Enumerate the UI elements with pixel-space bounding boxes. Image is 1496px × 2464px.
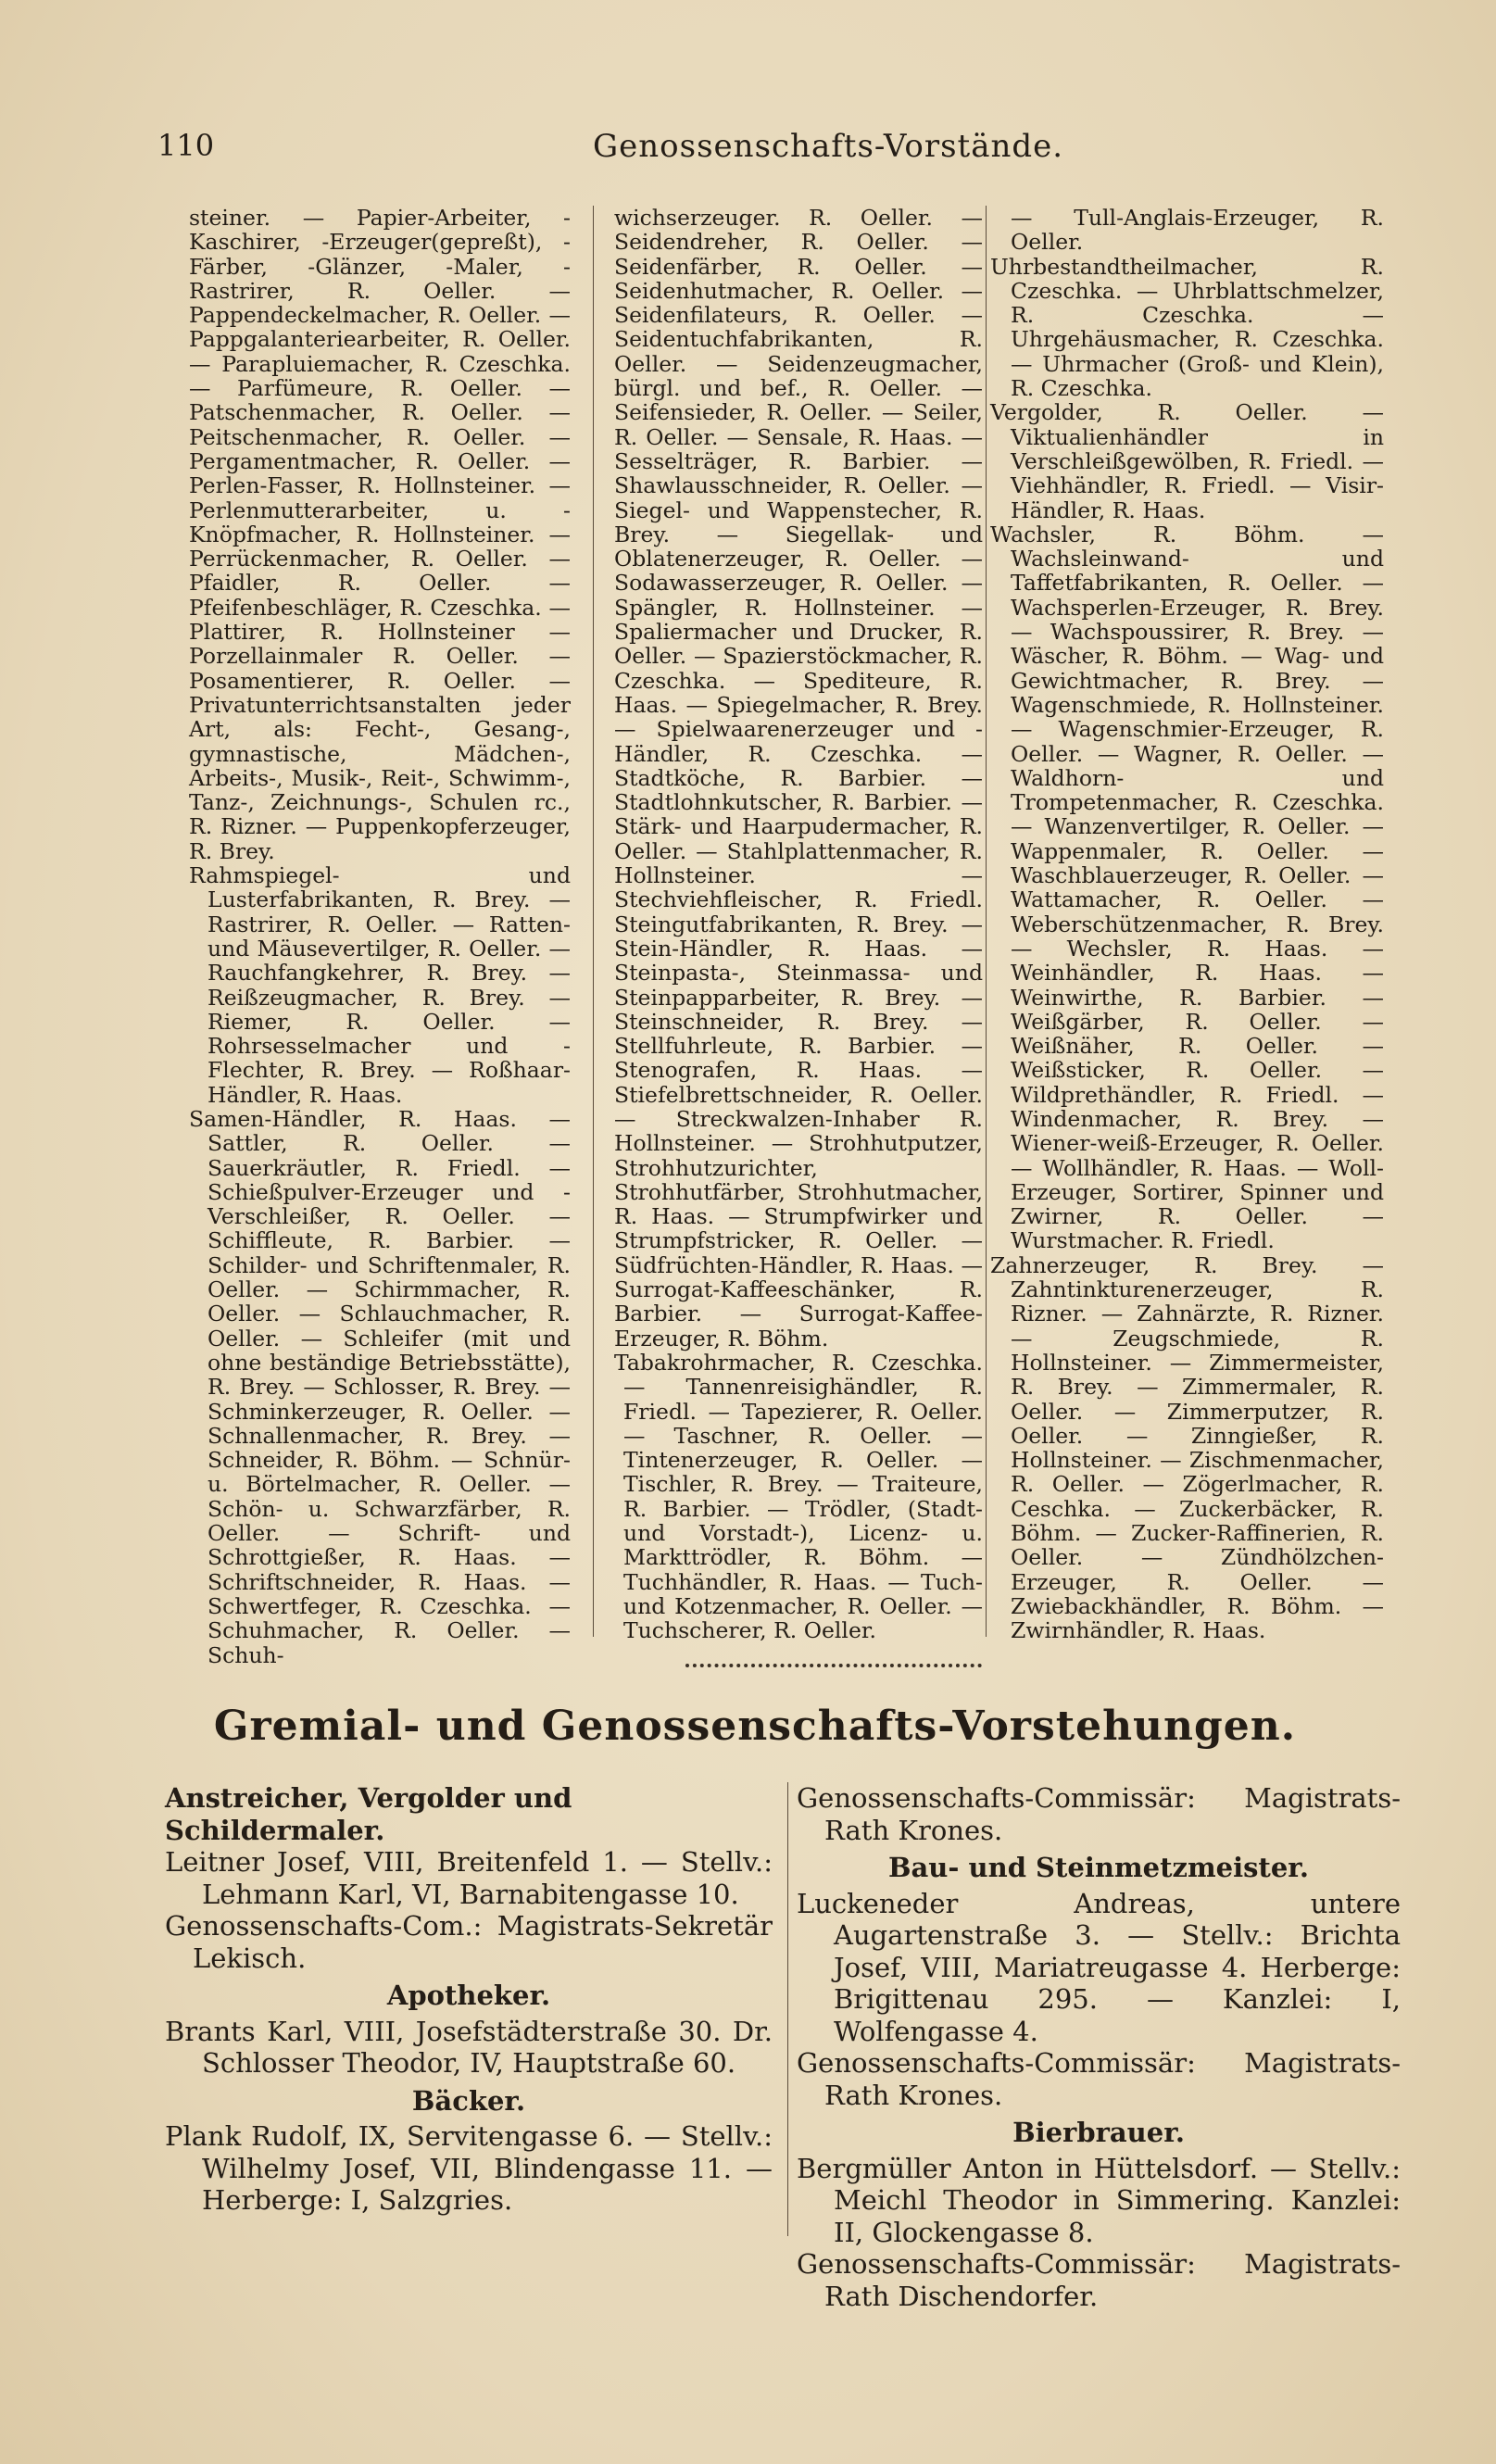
column-rule [593,206,594,1637]
column-paragraph: Tabakrohrmacher, R. Czeschka. — Tannenreisighändler, R. Friedl. — Tapezierer, R. Oeller. — Taschner, R. Oeller. — Tintenerzeuger, R. Oeller. — Tischler, R. Brey. — Traiteure, R. Barbier. — Trödler, (Stadt- und Vorstadt-), Licenz- u. Markttrödler, R. Böhm. — Tuchhändler, R. Haas. — Tuch- und Kotzenmacher, R. Oeller. — Tuchscherer, R. Oeller. [614,1349,983,1644]
lower-column-left [165,1782,773,2217]
group-commissioner: Genossenschafts-Commissär: Magistrats-Rath Krones. [797,2047,1401,2111]
text-column-1 [189,206,571,1667]
group-commissioner: Genossenschafts-Commissär: Magistrats-Rath Krones. [797,1782,1401,1846]
group-commissioner: Genossenschafts-Com.: Magistrats-Sekretär Lekisch. [165,1910,773,1974]
group-entry: Brants Karl, VIII, Josefstädterstraße 30. Dr. Schlosser Theodor, IV, Hauptstraße 60. [165,2015,773,2079]
page-number: 110 [157,128,215,163]
group-entry: Leitner Josef, VIII, Breitenfeld 1. — Stellv.: Lehmann Karl, VI, Barnabitengasse 10. [165,1846,773,1910]
group-commissioner: Genossenschafts-Commissär: Magistrats-Rath Dischendorfer. [797,2248,1401,2312]
page-header [157,128,1352,174]
section-heading: Gremial- und Genossenschafts-Vorstehungen. [213,1703,1297,1750]
group-entry: Luckeneder Andreas, untere Augartenstraße 3. — Stellv.: Brichta Josef, VIII, Mariatreugasse 4. Herberge: Brigittenau 295. — Kanzlei: I, Wolfengasse 4. [797,1887,1401,2047]
column-paragraph: — Tull-Anglais-Erzeuger, R. Oeller. [1011,205,1384,256]
group-entry: Plank Rudolf, IX, Servitengasse 6. — Stellv.: Wilhelmy Josef, VII, Blindengasse 11. — Herberge: I, Salzgries. [165,2120,773,2216]
text-column-2 [614,206,983,1643]
column-paragraph: Rahmspiegel- und Lusterfabrikanten, R. Brey. — Rastrirer, R. Oeller. — Ratten- und Mäusevertilger, R. Oeller. — Rauchfangkehrer, R. Brey. — Reißzeugmacher, R. Brey. — Riemer, R. Oeller. — Rohrsesselmacher und -Flechter, R. Brey. — Roßhaar-Händler, R. Haas. [189,862,571,1108]
group-title: Bierbrauer. [1012,2117,1185,2148]
column-paragraph: steiner. — Papier-Arbeiter, -Kaschirer, -Erzeuger(gepreßt), -Färber, -Glänzer, -Maler, -Rastrirer, R. Oeller. — Pappendeckelmacher, R. Oeller. — Pappgalanteriearbeiter, R. Oeller. — Parapluiemacher, R. Czeschka. — Parfümeure, R. Oeller. — Patschenmacher, R. Oeller. — Peitschenmacher, R. Oeller. — Pergamentmacher, R. Oeller. — Perlen-Fasser, R. Hollnsteiner. — Perlenmutterarbeiter, u. -Knöpfmacher, R. Hollnsteiner. — Perrückenmacher, R. Oeller. — Pfaidler, R. Oeller. — Pfeifenbeschläger, R. Czeschka. — Plattirer, R. Hollnsteiner — Porzellainmaler R. Oeller. — Posamentierer, R. Oeller. — Privatunterrichtsanstalten jeder Art, als: Fecht-, Gesang-, gymnastische, Mädchen-, Arbeits-, Musik-, Reit-, Schwimm-, Tanz-, Zeichnungs-, Schulen rc., R. Rizner. — Puppenkopferzeuger, R. Brey. [189,205,571,864]
group-title: Bäcker. [411,2084,526,2117]
section-divider [685,1664,982,1667]
group-title: Anstreicher, Vergolder und Schildermaler. [165,1782,572,1846]
column-paragraph: Uhrbestandtheilmacher, R. Czeschka. — Uhrblattschmelzer, R. Czeschka. — Uhrgehäusmacher, R. Czeschka. — Uhrmacher (Groß- und Klein), R. Czeschka. [990,253,1384,402]
column-rule [986,206,987,1637]
lower-column-right [797,1782,1401,2312]
group-title: Apotheker. [386,1980,551,2011]
column-paragraph: Samen-Händler, R. Haas. — Sattler, R. Oeller. — Sauerkräutler, R. Friedl. — Schießpulver-Erzeuger und -Verschleißer, R. Oeller. — Schiffleute, R. Barbier. — Schilder- und Schriftenmaler, R. Oeller. — Schirmmacher, R. Oeller. — Schlauchmacher, R. Oeller. — Schleifer (mit und ohne beständige Betriebsstätte), R. Brey. — Schlosser, R. Brey. — Schminkerzeuger, R. Oeller. — Schnallenmacher, R. Brey. — Schneider, R. Böhm. — Schnür- u. Börtelmacher, R. Oeller. — Schön- u. Schwarzfärber, R. Oeller. — Schrift- und Schrottgießer, R. Haas. — Schriftschneider, R. Haas. — Schwertfeger, R. Czeschka. — Schuhmacher, R. Oeller. — Schuh- [189,1105,571,1668]
text-column-3 [990,206,1384,1643]
column-paragraph: wichserzeuger. R. Oeller. — Seidendreher, R. Oeller. — Seidenfärber, R. Oeller. — Seidenhutmacher, R. Oeller. — Seidenfilateurs, R. Oeller. — Seidentuchfabrikanten, R. Oeller. — Seidenzeugmacher, bürgl. und bef., R. Oeller. — Seifensieder, R. Oeller. — Seiler, R. Oeller. — Sensale, R. Haas. — Sesselträger, R. Barbier. — Shawlausschneider, R. Oeller. — Siegel- und Wappenstecher, R. Brey. — Siegellak- und Oblatenerzeuger, R. Oeller. — Sodawasserzeuger, R. Oeller. — Spängler, R. Hollnsteiner. — Spaliermacher und Drucker, R. Oeller. — Spazierstöckmacher, R. Czeschka. — Spediteure, R. Haas. — Spiegelmacher, R. Brey. — Spielwaarenerzeuger und -Händler, R. Czeschka. — Stadtköche, R. Barbier. — Stadtlohnkutscher, R. Barbier. — Stärk- und Haarpudermacher, R. Oeller. — Stahlplattenmacher, R. Hollnsteiner. — Stechviehfleischer, R. Friedl. Steingutfabrikanten, R. Brey. — Stein-Händler, R. Haas. — Steinpasta-, Steinmassa- und Steinpapparbeiter, R. Brey. — Steinschneider, R. Brey. — Stellfuhrleute, R. Barbier. — Stenografen, R. Haas. — Stiefelbrettschneider, R. Oeller. — Streckwalzen-Inhaber R. Hollnsteiner. — Strohhutputzer, Strohhutzurichter, Strohhutfärber, Strohhutmacher, R. Haas. — Strumpfwirker und Strumpfstricker, R. Oeller. — Südfrüchten-Händler, R. Haas. — Surrogat-Kaffeeschänker, R. Barbier. — Surrogat-Kaffee-Erzeuger, R. Böhm. [614,205,983,1351]
column-rule [787,1782,788,2236]
group-title: Bau- und Steinmetzmeister. [888,1852,1309,1883]
column-paragraph: Zahnerzeuger, R. Brey. — Zahntinkturenerzeuger, R. Rizner. — Zahnärzte, R. Rizner. — Zeugschmiede, R. Hollnsteiner. — Zimmermeister, R. Brey. — Zimmermaler, R. Oeller. — Zimmerputzer, R. Oeller. — Zinngießer, R. Hollnsteiner. — Zischmenmacher, R. Oeller. — Zögerlmacher, R. Ceschka. — Zuckerbäcker, R. Böhm. — Zucker-Raffinerien, R. Oeller. — Zündhölzchen-Erzeuger, R. Oeller. — Zwiebackhändler, R. Böhm. — Zwirnhändler, R. Haas. [990,1251,1384,1644]
column-paragraph: Vergolder, R. Oeller. — Viktualienhändler in Verschleißgewölben, R. Friedl. — Viehhändler, R. Friedl. — Visir-Händler, R. Haas. [990,399,1384,523]
running-title: Genossenschafts-Vorstände. [593,128,1064,165]
column-paragraph: Wachsler, R. Böhm. — Wachsleinwand- und Taffetfabrikanten, R. Oeller. — Wachsperlen-Erzeuger, R. Brey. — Wachspoussirer, R. Brey. — Wäscher, R. Böhm. — Wag- und Gewichtmacher, R. Brey. — Wagenschmiede, R. Hollnsteiner. — Wagenschmier-Erzeuger, R. Oeller. — Wagner, R. Oeller. — Waldhorn- und Trompetenmacher, R. Czeschka. — Wanzenvertilger, R. Oeller. — Wappenmaler, R. Oeller. — Waschblauerzeuger, R. Oeller. — Wattamacher, R. Oeller. — Weberschützenmacher, R. Brey. — Wechsler, R. Haas. — Weinhändler, R. Haas. — Weinwirthe, R. Barbier. — Weißgärber, R. Oeller. — Weißnäher, R. Oeller. — Weißsticker, R. Oeller. — Wildprethändler, R. Friedl. — Windenmacher, R. Brey. — Wiener-weiß-Erzeuger, R. Oeller. — Wollhändler, R. Haas. — Woll-Erzeuger, Sortirer, Spinner und Zwirner, R. Oeller. — Wurstmacher. R. Friedl. [990,521,1384,1254]
group-entry: Bergmüller Anton in Hüttelsdorf. — Stellv.: Meichl Theodor in Simmering. Kanzlei: II, Glockengasse 8. [797,2152,1401,2248]
